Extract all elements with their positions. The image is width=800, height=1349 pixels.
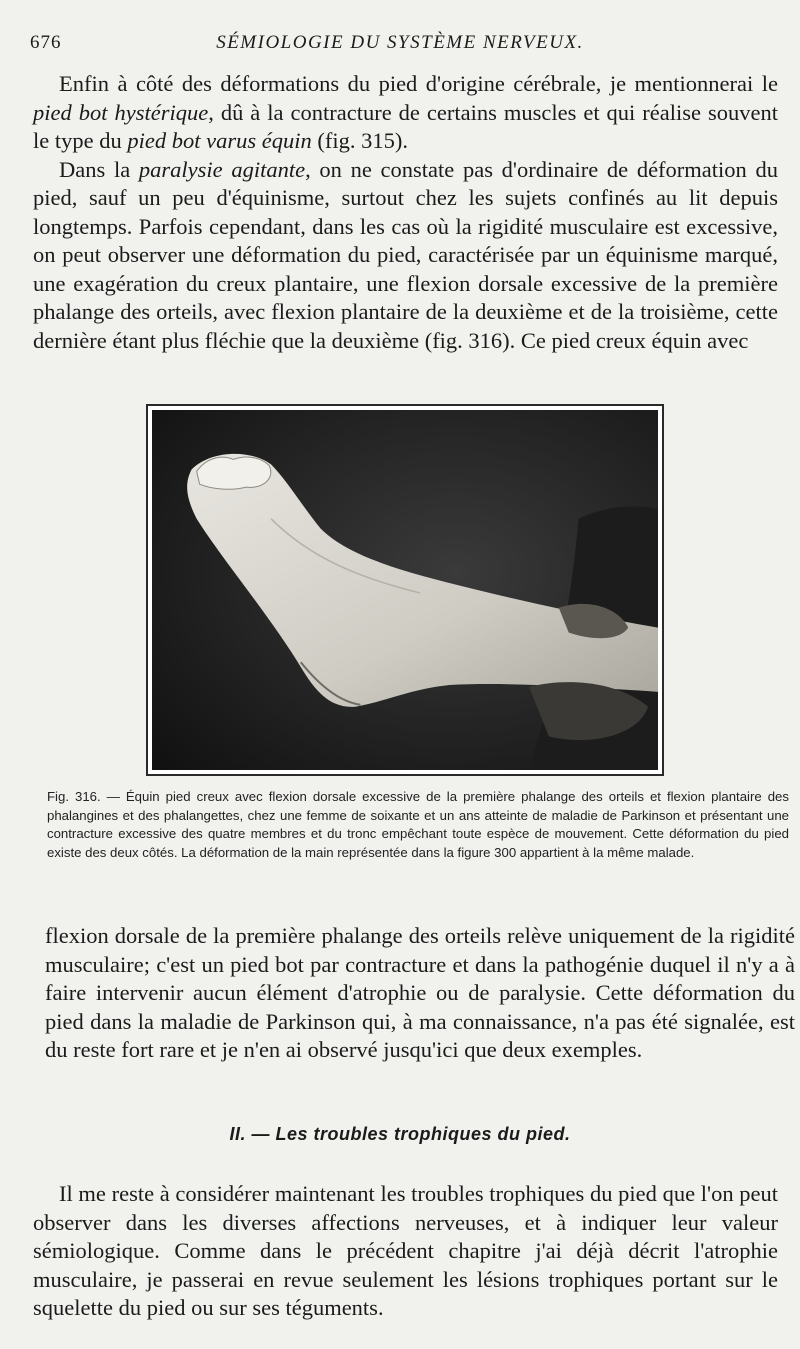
body-text-middle [45,922,795,1065]
foot-photograph [152,410,658,770]
figure-caption [47,788,789,862]
body-text-bottom [33,1180,778,1323]
paragraph: Il me reste à considérer maintenant les troubles trophiques du pied que l'on peut observer dans les diverses affections nerveuses, et à indiquer leur valeur sémiologique. Comme dans le précédent chapitre j'ai déjà décrit l'atrophie musculaire, je passerai en revue seulement les lésions trophiques portant sur le squelette du pied ou sur ses téguments. [33,1181,778,1320]
figure-label: Fig. 316. — [47,789,120,804]
page-number: 676 [30,32,62,53]
paragraph: Dans la paralysie agitante, on ne constate pas d'ordinaire de déformation du pied, sauf un peu d'équinisme, surtout chez les sujets confinés au lit depuis longtemps. Parfois cependant, dans les cas où la rigidité musculaire est excessive, on peut observer une déformation du pied, caractérisée par un équinisme marqué, une exagération du creux plantaire, une flexion dorsale excessive de la première phalange des orteils, avec flexion plantaire de la deuxième et de la troisième, cette dernière étant plus fléchie que la deuxième (fig. 316). Ce pied creux équin avec [33,156,778,353]
figure-photo-foot [146,404,664,776]
body-text-top [33,70,778,355]
paragraph: flexion dorsale de la première phalange des orteils relève uniquement de la rigidité musculaire; c'est un pied bot par contracture et dans la pathogénie duquel il n'y a à faire intervenir aucun élément d'atrophie ou de paralysie. Cette déformation du pied dans la maladie de Parkinson qui, à ma connaissance, n'a pas été signalée, est du reste fort rare et je n'en ai observé jusqu'ici que deux exemples. [45,923,795,1062]
page-header [30,32,770,56]
figure-caption-text: Équin pied creux avec flexion dorsale excessive de la première phalange des orteils et flexion plantaire des phalangines et des phalangettes, chez une femme de soixante et un ans atteinte de maladie de Parkinson et présentant une contracture excessive des quatre membres et du tronc empêchant toute espèce de mouvement. Cette déformation du pied existe des deux côtés. La déformation de la main représentée dans la figure 300 appartient à la même malade. [47,789,789,860]
section-heading: II. — Les troubles trophiques du pied. [229,1124,571,1144]
running-title: SÉMIOLOGIE DU SYSTÈME NERVEUX. [216,32,584,53]
paragraph: Enfin à côté des déformations du pied d'origine cérébrale, je mentionnerai le pied bot hystérique, dû à la contracture de certains muscles et qui réalise souvent le type du pied bot varus équin (fig. 315). [33,71,778,153]
